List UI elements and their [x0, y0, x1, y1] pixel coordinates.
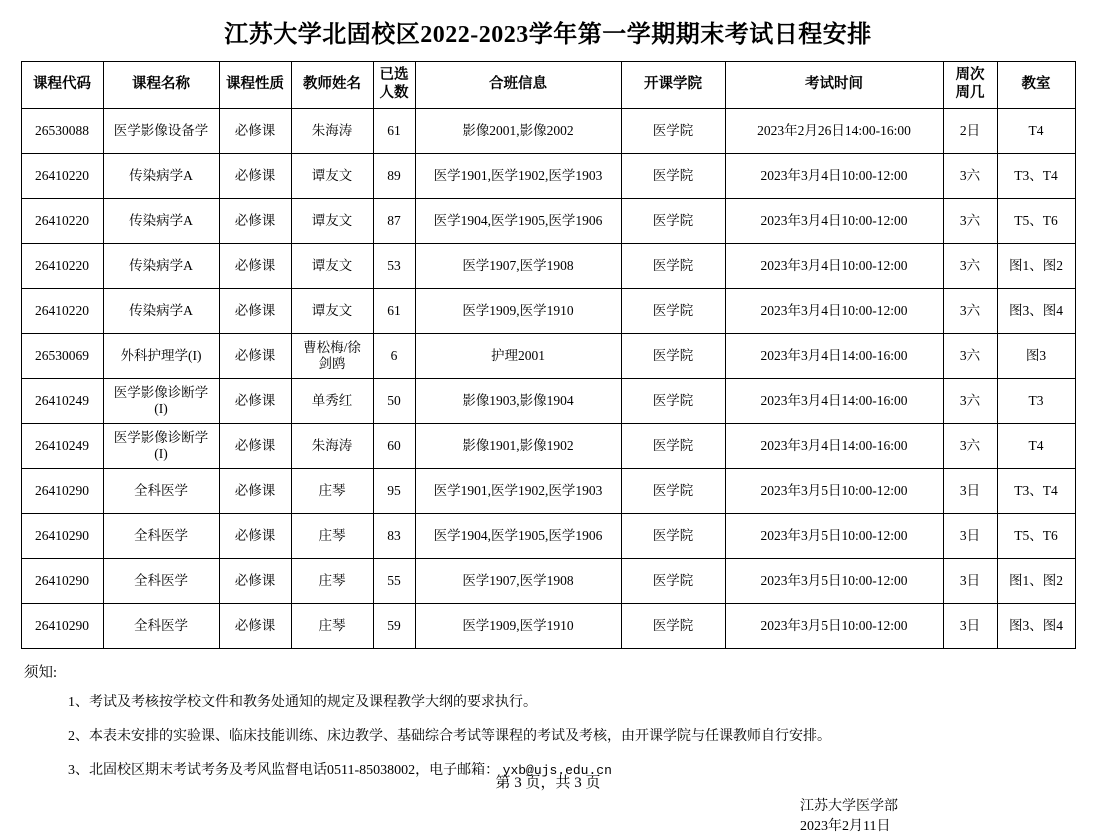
cell-teacher-name: 庄琴: [291, 469, 373, 514]
cell-week-day: 3六: [943, 334, 997, 379]
cell-teacher-name: 单秀红: [291, 379, 373, 424]
cell-course-nature: 必修课: [219, 109, 291, 154]
cell-merged-class-info: 医学1904,医学1905,医学1906: [415, 514, 621, 559]
table-row: [21, 289, 1075, 334]
table-row: [21, 199, 1075, 244]
cell-week-day: 3六: [943, 199, 997, 244]
cell-selected-count: 55: [373, 559, 415, 604]
cell-merged-class-info: 影像2001,影像2002: [415, 109, 621, 154]
cell-teacher-name: 谭友文: [291, 289, 373, 334]
cell-offering-college: 医学院: [621, 154, 725, 199]
cell-course-code: 26410290: [21, 469, 103, 514]
cell-course-code: 26410290: [21, 604, 103, 649]
cell-week-day: 3日: [943, 514, 997, 559]
cell-week-day: 3六: [943, 379, 997, 424]
cell-course-code: 26530088: [21, 109, 103, 154]
column-header-teacher-name: 教师姓名: [291, 62, 373, 109]
cell-teacher-name: 朱海涛: [291, 424, 373, 469]
cell-merged-class-info: 影像1901,影像1902: [415, 424, 621, 469]
cell-course-name-line1: 医学影像诊断学: [113, 384, 209, 400]
column-header-course-name: 课程名称: [103, 62, 219, 109]
cell-selected-count: 95: [373, 469, 415, 514]
contact-email: yxb@ujs.edu.cn: [502, 763, 612, 779]
signature-date: 2023年2月11日: [800, 818, 891, 834]
cell-week-day: 2日: [943, 109, 997, 154]
cell-classroom: 图3、图4: [997, 289, 1075, 334]
cell-week-day: 3日: [943, 469, 997, 514]
cell-offering-college: 医学院: [621, 334, 725, 379]
cell-teacher-name: 庄琴: [291, 559, 373, 604]
cell-week-day: 3日: [943, 604, 997, 649]
cell-merged-class-info: 影像1903,影像1904: [415, 379, 621, 424]
cell-course-code: 26410220: [21, 289, 103, 334]
cell-classroom: 图1、图2: [997, 244, 1075, 289]
cell-classroom: T4: [997, 424, 1075, 469]
cell-week-day: 3六: [943, 424, 997, 469]
table-header-row: [21, 62, 1075, 109]
table-row: [21, 604, 1075, 649]
cell-selected-count: 61: [373, 289, 415, 334]
cell-classroom: 图3: [997, 334, 1075, 379]
column-header-week-line1: 周次: [955, 67, 985, 84]
signature-organization: 江苏大学医学部: [800, 798, 898, 814]
notes-title: 须知:: [24, 665, 58, 681]
table-row: [21, 469, 1075, 514]
cell-course-name: 传染病学A: [103, 154, 219, 199]
cell-course-nature: 必修课: [219, 334, 291, 379]
cell-teacher-name: 谭友文: [291, 154, 373, 199]
cell-course-name: 全科医学: [103, 604, 219, 649]
cell-selected-count: 53: [373, 244, 415, 289]
cell-course-code: 26410220: [21, 154, 103, 199]
cell-classroom: T5、T6: [997, 199, 1075, 244]
column-header-week-day: [943, 62, 997, 109]
cell-course-name: 外科护理学(I): [103, 334, 219, 379]
cell-selected-count: 83: [373, 514, 415, 559]
cell-course-nature: 必修课: [219, 289, 291, 334]
cell-selected-count: 6: [373, 334, 415, 379]
cell-classroom: T4: [997, 109, 1075, 154]
cell-course-nature: 必修课: [219, 154, 291, 199]
cell-exam-time: 2023年3月5日10:00-12:00: [725, 469, 943, 514]
cell-merged-class-info: 医学1904,医学1905,医学1906: [415, 199, 621, 244]
cell-course-code: 26410220: [21, 199, 103, 244]
cell-course-name-line2: (I): [154, 401, 168, 416]
cell-selected-count: 89: [373, 154, 415, 199]
column-header-week-line2: 周几: [955, 85, 985, 101]
note-item: 1、考试及考核按学校文件和教务处通知的规定及课程教学大纲的要求执行。: [68, 695, 537, 710]
table-row: [21, 559, 1075, 604]
cell-merged-class-info: 医学1907,医学1908: [415, 244, 621, 289]
cell-teacher-name-line2: 剑鸥: [318, 356, 346, 371]
cell-exam-time: 2023年3月5日10:00-12:00: [725, 604, 943, 649]
cell-course-nature: 必修课: [219, 199, 291, 244]
cell-teacher-name: 谭友文: [291, 244, 373, 289]
cell-course-name: 全科医学: [103, 469, 219, 514]
table-row: [21, 379, 1075, 424]
cell-course-code: 26410220: [21, 244, 103, 289]
cell-course-code: 26410290: [21, 514, 103, 559]
cell-course-name: 传染病学A: [103, 199, 219, 244]
cell-offering-college: 医学院: [621, 424, 725, 469]
cell-course-nature: 必修课: [219, 424, 291, 469]
cell-course-name: 传染病学A: [103, 244, 219, 289]
cell-classroom: T3、T4: [997, 469, 1075, 514]
column-header-merged-class-info: 合班信息: [415, 62, 621, 109]
cell-course-name: [103, 424, 219, 469]
cell-offering-college: 医学院: [621, 109, 725, 154]
cell-teacher-name: 谭友文: [291, 199, 373, 244]
cell-course-nature: 必修课: [219, 514, 291, 559]
cell-classroom: T3、T4: [997, 154, 1075, 199]
cell-teacher-name-line1: 曹松梅/徐: [303, 339, 361, 355]
cell-exam-time: 2023年3月4日14:00-16:00: [725, 334, 943, 379]
cell-exam-time: 2023年3月5日10:00-12:00: [725, 514, 943, 559]
cell-exam-time: 2023年3月4日14:00-16:00: [725, 379, 943, 424]
cell-offering-college: 医学院: [621, 559, 725, 604]
page-title: 江苏大学北固校区2022-2023学年第一学期期末考试日程安排: [224, 22, 872, 48]
cell-week-day: 3六: [943, 244, 997, 289]
exam-schedule-table: [21, 61, 1076, 649]
cell-offering-college: 医学院: [621, 514, 725, 559]
cell-offering-college: 医学院: [621, 604, 725, 649]
cell-exam-time: 2023年3月4日10:00-12:00: [725, 289, 943, 334]
cell-teacher-name: 庄琴: [291, 514, 373, 559]
cell-offering-college: 医学院: [621, 469, 725, 514]
cell-course-name: 医学影像设备学: [103, 109, 219, 154]
cell-teacher-name: [291, 334, 373, 379]
cell-course-code: 26530069: [21, 334, 103, 379]
table-row: [21, 109, 1075, 154]
cell-course-name: 全科医学: [103, 559, 219, 604]
cell-classroom: T3: [997, 379, 1075, 424]
cell-classroom: 图1、图2: [997, 559, 1075, 604]
document-page: [0, 14, 1096, 834]
cell-exam-time: 2023年3月4日10:00-12:00: [725, 199, 943, 244]
cell-exam-time: 2023年3月4日10:00-12:00: [725, 244, 943, 289]
column-header-selected-count: [373, 62, 415, 109]
cell-course-name: 全科医学: [103, 514, 219, 559]
cell-merged-class-info: 医学1909,医学1910: [415, 289, 621, 334]
column-header-exam-time: 考试时间: [725, 62, 943, 109]
cell-course-name-line2: (I): [154, 446, 168, 461]
cell-course-code: 26410249: [21, 424, 103, 469]
cell-selected-count: 87: [373, 199, 415, 244]
cell-offering-college: 医学院: [621, 289, 725, 334]
cell-exam-time: 2023年2月26日14:00-16:00: [725, 109, 943, 154]
cell-selected-count: 59: [373, 604, 415, 649]
column-header-selected-count-line2: 人数: [379, 85, 409, 101]
page-footer: 第 3 页，共 3 页: [495, 775, 601, 791]
note-item: 2、本表未安排的实验课、临床技能训练、床边教学、基础综合考试等课程的考试及考核，由开课学院与任课教师自行安排。: [68, 729, 831, 745]
note-item-text: 3、北固校区期末考试考务及考风监督电话0511-85038002，电子邮箱：: [68, 763, 500, 779]
cell-selected-count: 60: [373, 424, 415, 469]
cell-exam-time: 2023年3月5日10:00-12:00: [725, 559, 943, 604]
cell-selected-count: 61: [373, 109, 415, 154]
cell-week-day: 3六: [943, 289, 997, 334]
table-row: [21, 334, 1075, 379]
cell-selected-count: 50: [373, 379, 415, 424]
table-row: [21, 514, 1075, 559]
cell-course-nature: 必修课: [219, 244, 291, 289]
cell-merged-class-info: 医学1909,医学1910: [415, 604, 621, 649]
table-row: [21, 244, 1075, 289]
column-header-course-code: 课程代码: [21, 62, 103, 109]
cell-course-nature: 必修课: [219, 379, 291, 424]
cell-week-day: 3六: [943, 154, 997, 199]
cell-merged-class-info: 医学1907,医学1908: [415, 559, 621, 604]
signature-block: [0, 797, 1096, 837]
table-row: [21, 154, 1075, 199]
cell-merged-class-info: 医学1901,医学1902,医学1903: [415, 469, 621, 514]
cell-exam-time: 2023年3月4日10:00-12:00: [725, 154, 943, 199]
cell-offering-college: 医学院: [621, 244, 725, 289]
cell-exam-time: 2023年3月4日14:00-16:00: [725, 424, 943, 469]
column-header-classroom: 教室: [997, 62, 1075, 109]
cell-course-nature: 必修课: [219, 559, 291, 604]
cell-teacher-name: 庄琴: [291, 604, 373, 649]
cell-course-name-line1: 医学影像诊断学: [113, 429, 209, 445]
cell-classroom: 图3、图4: [997, 604, 1075, 649]
cell-offering-college: 医学院: [621, 379, 725, 424]
cell-course-name: 传染病学A: [103, 289, 219, 334]
table-row: [21, 424, 1075, 469]
column-header-selected-count-line1: 已选: [379, 67, 409, 84]
cell-course-nature: 必修课: [219, 469, 291, 514]
cell-offering-college: 医学院: [621, 199, 725, 244]
cell-course-code: 26410290: [21, 559, 103, 604]
cell-course-nature: 必修课: [219, 604, 291, 649]
cell-course-code: 26410249: [21, 379, 103, 424]
cell-classroom: T5、T6: [997, 514, 1075, 559]
cell-merged-class-info: 医学1901,医学1902,医学1903: [415, 154, 621, 199]
cell-teacher-name: 朱海涛: [291, 109, 373, 154]
column-header-course-nature: 课程性质: [219, 62, 291, 109]
cell-merged-class-info: 护理2001: [415, 334, 621, 379]
notes-section: [0, 661, 1096, 781]
cell-course-name: [103, 379, 219, 424]
column-header-offering-college: 开课学院: [621, 62, 725, 109]
cell-week-day: 3日: [943, 559, 997, 604]
